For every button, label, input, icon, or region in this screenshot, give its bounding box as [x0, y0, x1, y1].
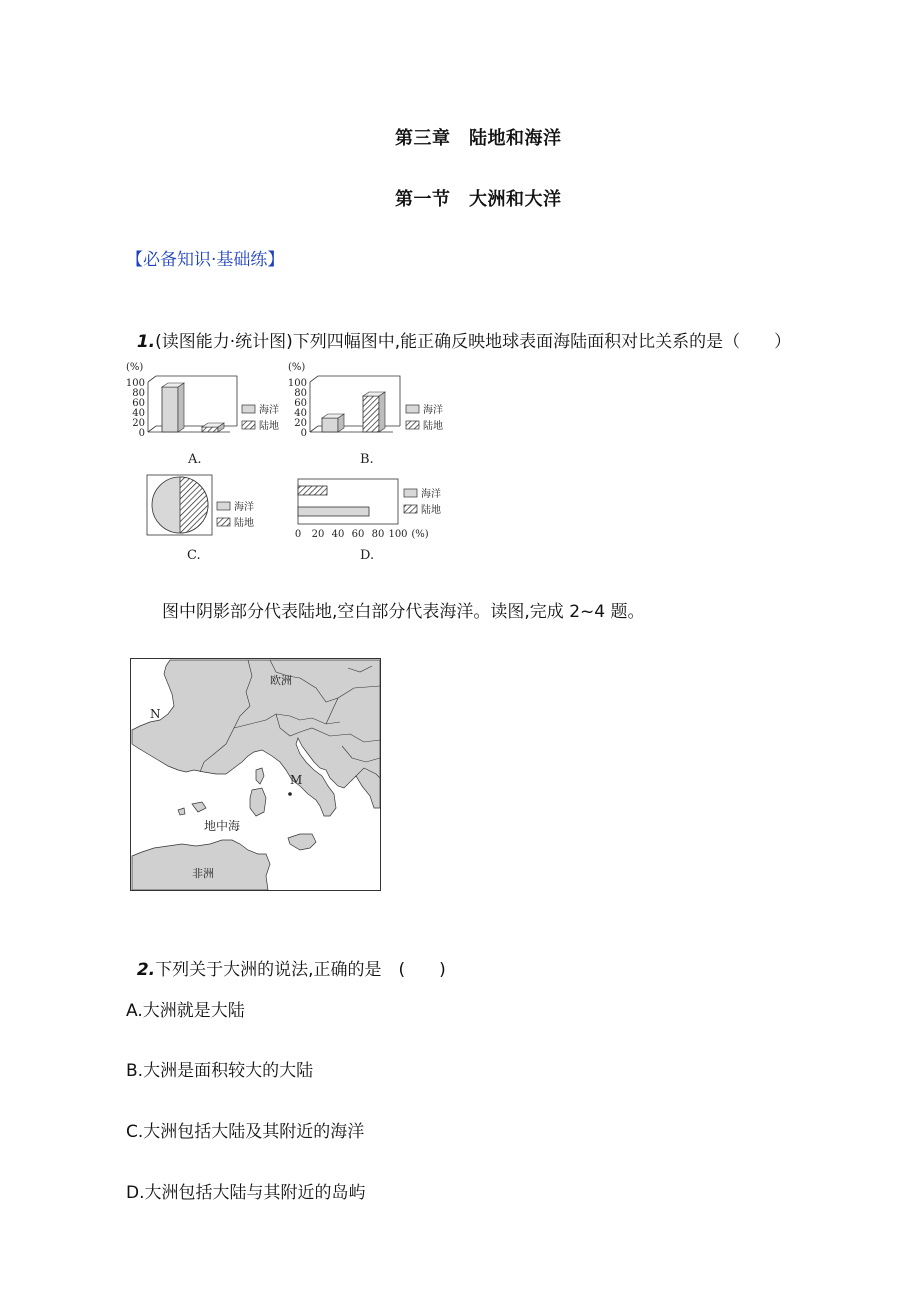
legend-ocean-swatch: [242, 405, 255, 413]
panel-b: [288, 362, 443, 467]
option-c[interactable]: C.大洲包括大陆及其附近的海洋: [126, 1122, 365, 1142]
panel-a-yticks: [126, 378, 145, 439]
panel-b-unit: (%): [288, 362, 306, 373]
tick-label: 80: [132, 388, 145, 399]
question-2-text: 下列关于大洲的说法,正确的是 ( ): [155, 960, 446, 980]
panel-a-unit: (%): [126, 362, 144, 373]
tick-label: 0: [294, 529, 302, 540]
question-2-number: 2.: [136, 960, 156, 980]
legend-land-label: 陆地: [259, 421, 279, 432]
tick-label: 100: [388, 529, 408, 540]
mediterranean-map: [130, 658, 382, 892]
legend-land-swatch: [404, 505, 417, 513]
legend-ocean-label: 海洋: [234, 502, 254, 513]
pie-c-land: [180, 477, 208, 533]
legend-ocean-label: 海洋: [423, 405, 443, 416]
panel-c: [147, 475, 254, 563]
bar-a-ocean: [162, 387, 178, 432]
tick-label: (%): [411, 529, 429, 540]
label-n: N: [150, 707, 161, 721]
panel-b-label: B.: [360, 452, 374, 467]
tick-label: 0: [138, 428, 145, 439]
panel-d-label: D.: [360, 548, 375, 563]
legend-land-label: 陆地: [421, 505, 441, 516]
tick-label: 40: [294, 408, 307, 419]
legend-land-label: 陆地: [234, 518, 254, 529]
panel-a-label: A.: [188, 452, 202, 467]
tick-label: 60: [351, 529, 365, 540]
legend-ocean-label: 海洋: [259, 405, 279, 416]
legend-ocean-label: 海洋: [421, 489, 441, 500]
label-m: M: [290, 773, 303, 787]
bar-d-land: [298, 486, 327, 495]
tick-label: 100: [287, 378, 307, 389]
bar-b-ocean: [322, 418, 338, 432]
label-mediterranean: 地中海: [204, 819, 241, 833]
panel-a: [126, 362, 279, 467]
question-2: [126, 935, 446, 980]
tick-label: 20: [132, 418, 145, 429]
question-1-text: (读图能力·统计图)下列四幅图中,能正确反映地球表面海陆面积对比关系的是（ ）: [155, 332, 792, 352]
legend-land-swatch: [217, 518, 230, 526]
tick-label: 60: [132, 398, 145, 409]
panel-c-label: C.: [187, 548, 201, 563]
option-d[interactable]: D.大洲包括大陆与其附近的岛屿: [126, 1183, 366, 1203]
legend-land-swatch: [242, 421, 255, 429]
tick-label: 80: [371, 529, 385, 540]
tick-label: 80: [294, 388, 307, 399]
question-1-number: 1.: [136, 332, 156, 352]
legend-ocean-swatch: [404, 489, 417, 497]
label-europe: 欧洲: [270, 674, 292, 687]
panel-d: [295, 479, 441, 563]
question-1: [126, 307, 791, 352]
bar-a-land: [202, 427, 218, 432]
section-heading: 【必备知识·基础练】: [126, 250, 285, 270]
tick-label: 20: [311, 529, 325, 540]
label-africa: 非洲: [192, 867, 214, 880]
bar-b-land: [363, 396, 379, 432]
figure-1-charts: [120, 355, 460, 570]
tick-label: 60: [294, 398, 307, 409]
tick-label: 20: [294, 418, 307, 429]
chapter-title: 第三章 陆地和海洋: [395, 128, 562, 149]
tick-label: 100: [125, 378, 145, 389]
map-intro: 图中阴影部分代表陆地,空白部分代表海洋。读图,完成 2~4 题。: [162, 602, 645, 622]
section-title: 第一节 大洲和大洋: [395, 189, 562, 210]
tick-label: 0: [300, 428, 307, 439]
option-b[interactable]: B.大洲是面积较大的大陆: [126, 1061, 314, 1081]
tick-label: 40: [331, 529, 345, 540]
legend-land-swatch: [406, 421, 419, 429]
option-a[interactable]: A.大洲就是大陆: [126, 1001, 245, 1021]
legend-land-label: 陆地: [423, 421, 443, 432]
tick-label: 40: [132, 408, 145, 419]
legend-ocean-swatch: [406, 405, 419, 413]
bar-d-ocean: [298, 507, 369, 516]
legend-ocean-swatch: [217, 502, 230, 510]
